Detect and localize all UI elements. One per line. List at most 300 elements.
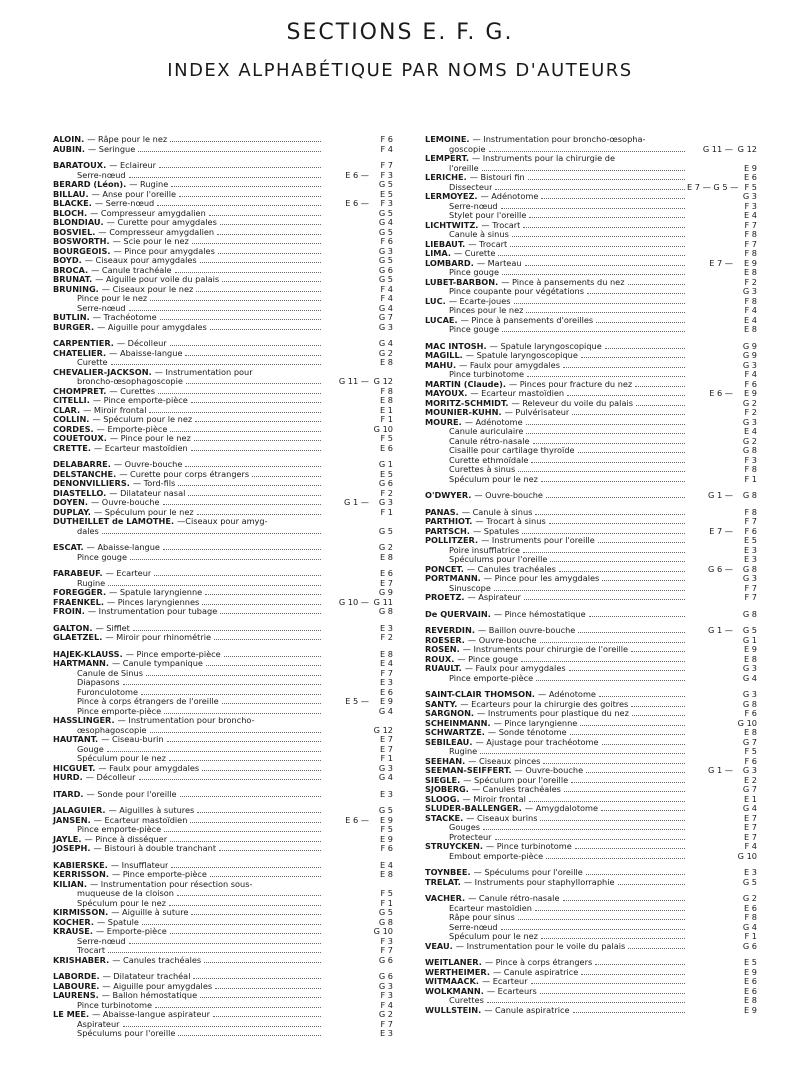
instrument-text: Serre-nœud [449,922,498,932]
instrument-text: — Emporte-pièce [95,927,167,936]
index-entry [425,297,757,307]
instrument-text: — Aiguille pour amygdales [102,981,213,991]
author-name: AUBIN. [53,143,85,154]
index-entry [53,517,393,527]
index-entry [425,456,757,466]
reference-code: F 7 [380,160,393,170]
index-entry [425,738,757,748]
instrument-text: — Ciseau-burin [101,735,164,744]
reference-code: G 2 [742,893,757,903]
reference-code: E 1 [380,404,393,415]
index-entry [425,240,757,250]
instrument-text: — Spéculum pour le nez [93,507,194,517]
dot-leader [175,272,321,273]
reference-code: F 6 [744,755,757,766]
instrument-text: Pince pour le nez [77,294,148,303]
instrument-text: — Sonde ténotome [487,728,567,737]
dot-leader [546,858,685,859]
dot-leader [158,393,321,394]
instrument-text: — Faulx pour amygdales [464,664,566,673]
author-name: WOLKMANN. [425,985,484,996]
dot-leader [210,876,321,877]
instrument-text: Furonculotome [77,687,139,697]
instrument-text: œsophagoscopie [77,725,147,735]
author-name: JOSEPH. [53,843,91,853]
index-entry [53,790,393,800]
instrument-text: — Ecarteurs pour la chirurgie des goitres [460,699,629,709]
dot-leader [195,421,321,422]
reference-code: F 1 [380,414,393,424]
index-entry [425,1006,757,1016]
instrument-text: — Abaisse-langue [109,348,183,358]
dot-leader [559,571,685,572]
reference-range-start: E 6 — [345,198,369,208]
author-name: LERMOYEZ. [425,191,478,201]
instrument-text: — Ouvre-bouche [467,635,537,645]
reference-code: E 6 [380,442,393,453]
index-entry [425,913,757,923]
instrument-text: Râpe pour sinus [449,913,515,922]
instrument-text: — Ecarte-joues [448,296,511,306]
dot-leader [206,665,321,666]
reference-code: G 12 [373,376,393,386]
author-name: LABOURE. [53,980,100,991]
instrument-text: — Pince à corps étrangers [484,958,593,967]
author-name: HARTMANN. [53,658,110,668]
index-entry [53,889,393,899]
reference-code: E 7 [380,734,393,744]
dot-leader [190,822,321,823]
instrument-text: Pince gouge [77,552,127,562]
reference-code: G 8 [378,606,393,616]
reference-code: F 6 [744,378,757,389]
reference-code: G 5 [378,207,393,218]
author-name: SIEGLE. [425,774,461,785]
index-entry [425,747,757,757]
author-name: HASSLINGER. [53,715,115,725]
instrument-text: — Trocart [468,239,508,249]
reference-code: F 8 [744,295,757,306]
index-entry [53,489,393,499]
dot-leader [220,224,321,225]
author-name: MORITZ-SCHMIDT. [425,397,509,408]
reference-code: F 8 [380,385,393,396]
dot-leader [180,796,321,797]
instrument-text: — Pulvérisateur [504,408,570,417]
author-name: LUBET-BARBON. [425,276,499,287]
instrument-text: — Pince à disséquer [84,834,168,844]
dot-leader [193,978,321,979]
reference-code: G 5 [378,226,393,237]
author-name: CHATELIER. [53,347,107,358]
index-entry [425,342,757,352]
author-name: COUETOUX. [53,433,107,443]
instrument-text: — Spéculums pour l'oreille [473,868,583,877]
dot-leader [159,167,321,168]
instrument-text: Protecteur [449,832,492,842]
reference-code: G 4 [378,338,393,348]
index-entry [425,878,757,888]
author-name: BLACKE. [53,198,92,208]
dot-leader [526,433,685,434]
author-name: FROIN. [53,606,85,616]
dot-leader [214,639,321,640]
instrument-text: — Dilatateur trachéal [102,972,191,981]
index-entry [425,776,757,786]
dot-leader [205,594,321,595]
reference-code: F 8 [744,506,757,517]
reference-code: G 2 [378,347,393,358]
reference-code: E 3 [744,544,757,555]
author-name: SEEMAN-SEIFFERT. [425,765,512,775]
reference-code: E 2 [744,774,757,785]
instrument-text: — Compresseur amygdalien [90,208,206,218]
instrument-text: — Sonde pour l'oreille [86,789,177,799]
instrument-text: — Abaisse-langue aspirateur [92,1010,210,1019]
index-entry [425,610,757,620]
dot-leader [525,265,685,266]
author-name: COLLIN. [53,414,90,424]
dot-leader [482,170,685,171]
instrument-text: — Abaisse-langue [86,543,160,552]
dot-leader [502,274,685,275]
instrument-text: — Miroir frontal [83,405,147,415]
reference-code: E 8 [744,653,757,664]
reference-code: F 2 [744,407,757,417]
reference-code: F 8 [744,464,757,474]
dot-leader [218,253,321,254]
dot-leader [543,763,685,764]
dot-leader [224,656,321,657]
author-name: ESCAT. [53,542,84,552]
index-entry [53,218,393,228]
reference-code: F 6 [744,525,757,536]
reference-code: G 2 [742,397,757,408]
index-entry [53,209,393,219]
dot-leader [171,867,321,868]
dot-leader [546,497,685,498]
dot-leader [154,575,321,576]
reference-range-start: E 6 — [345,169,369,180]
dot-leader [177,895,321,896]
index-entry [425,418,757,428]
index-entry [53,659,393,669]
instrument-text: — Décolleur [116,339,167,348]
reference-code: F 7 [744,516,757,526]
dot-leader [141,694,321,695]
reference-range-start: G 11 — [702,143,733,154]
dot-leader [197,812,321,813]
index-entry [53,190,393,200]
instrument-text: Serre-nœud [449,201,498,211]
reference-code: F 3 [380,169,393,180]
index-entry [425,249,757,259]
author-name: PARTSCH. [425,525,470,536]
instrument-text: — Releveur du voile du palais [511,398,634,408]
author-name: LEMOINE. [425,134,470,144]
author-name: FRAENKEL. [53,596,104,607]
author-name: SEBILEAU. [425,736,473,747]
dot-leader [185,355,321,356]
author-name: BLONDIAU. [53,217,104,227]
dot-leader [142,924,321,925]
reference-code: G 4 [742,672,757,683]
section-gap [425,861,757,868]
author-name: LEMPERT. [425,153,469,163]
reference-code: G 5 [378,274,393,284]
dot-leader [495,189,685,190]
instrument-text: Spéculum pour le nez [77,898,166,908]
dot-leader [631,651,685,652]
reference-code: G 5 [742,625,757,635]
index-entry [53,543,393,553]
dot-leader [222,703,321,704]
author-name: O'DWYER. [425,490,472,500]
dot-leader [480,753,685,754]
index-entry [53,247,393,257]
dot-leader [581,357,685,358]
reference-code: G 3 [378,980,393,991]
index-entry [425,536,757,546]
section-gap [53,617,393,624]
instrument-text: — Ecarteur mastoïdien [470,389,565,398]
instrument-text: Spéculum pour le nez [449,474,538,484]
reference-code: G 6 [378,971,393,981]
dot-leader [157,205,321,206]
reference-range-start: G 10 — [338,596,369,607]
instrument-text: — Adénotome [538,690,596,699]
dot-leader [599,696,685,697]
reference-code: E 3 [380,677,393,687]
dot-leader [130,559,321,560]
dot-leader [200,262,321,263]
instrument-text: Ecarteur mastoïdien [449,903,532,913]
instrument-text: — Spéculum pour l'oreille [463,775,569,785]
index-entry [425,491,757,501]
dot-leader [541,198,685,199]
reference-code: F 4 [380,283,393,294]
index-entry [425,766,757,776]
instrument-text: — Ecarteurs [486,986,537,996]
reference-code: G 12 [373,724,393,735]
dot-leader [494,590,685,591]
author-name: HAUTANT. [53,734,99,744]
instrument-text: — Ecarteur [481,977,528,986]
dot-leader [540,642,686,643]
reference-code: F 8 [744,912,757,922]
index-entry [53,135,393,145]
dot-leader [111,364,321,365]
instrument-text: Pince à corps étrangers de l'oreille [77,697,219,706]
author-name: BILLAU. [53,188,89,199]
index-entry [425,987,757,997]
author-name: SCHWARTZE. [425,727,485,737]
reference-code: G 9 [742,340,757,351]
index-entry [425,465,757,475]
instrument-text: — Bistouri à double tranchant [93,844,217,853]
reference-range-start: G 1 — [708,765,733,775]
reference-code: G 3 [742,416,757,427]
dot-leader [138,151,321,152]
reference-code: G 12 [737,143,757,154]
reference-code: G 2 [742,435,757,446]
instrument-text: — Pince emporte-pièce [92,396,188,405]
dot-leader [202,770,321,771]
dot-leader [563,900,686,901]
author-name: WULLSTEIN. [425,1004,482,1015]
dot-leader [163,504,321,505]
index-entry [425,278,757,288]
reference-code: G 1 [742,634,757,645]
author-name: KILIAN. [53,878,87,889]
instrument-text: Sinuscope [449,583,491,593]
dot-leader [167,741,321,742]
index-entry [53,927,393,937]
author-name: KRISHABER. [53,954,110,965]
dot-leader [526,312,685,313]
author-name: FOREGGER. [53,587,107,597]
index-entry [53,908,393,918]
author-name: VEAU. [425,940,453,951]
dot-leader [636,405,685,406]
reference-code: F 3 [380,990,393,1000]
author-name: ROESER. [425,634,465,645]
dot-leader [204,962,321,963]
reference-code: G 4 [378,217,393,227]
instrument-text: Dissecteur [449,182,493,192]
instrument-text: — Spatules [472,526,520,536]
dot-leader [578,632,685,633]
author-name: BOSVIEL. [53,226,96,237]
dot-leader [540,820,685,821]
dot-leader [596,322,685,323]
author-name: MAGILL. [425,350,463,360]
reference-code: E 5 [744,535,757,545]
reference-range-start: E 7 — [709,257,733,268]
index-entry [53,145,393,155]
instrument-text: broncho-œsophagoscopie [77,377,183,386]
index-entry [425,904,757,914]
instrument-text: — Trocart à sinus [475,517,546,526]
reference-code: E 7 [744,831,757,842]
reference-range-start: G 1 — [708,490,733,500]
dot-leader [602,580,685,581]
author-name: DELABARRE. [53,459,111,469]
instrument-text: — Pince turbinotome [485,842,572,851]
section-gap [53,965,393,972]
reference-code: E 9 [744,257,757,268]
instrument-text: goscopie [449,144,486,154]
dot-leader [191,402,321,403]
index-entry [425,823,757,833]
index-entry [53,972,393,982]
dot-leader [179,196,321,197]
reference-code: E 7 [744,812,757,823]
author-name: LICHTWITZ. [425,219,479,230]
reference-code: E 3 [744,867,757,877]
author-name: BRUNAT. [53,274,93,284]
index-entry [53,1020,393,1030]
index-entry [53,764,393,774]
index-entry [425,546,757,556]
reference-code: E 8 [380,551,393,562]
instrument-text: — Miroir frontal [462,794,526,804]
index-entry [425,202,757,212]
section-gap [425,501,757,508]
dot-leader [489,151,686,152]
dot-leader [171,186,321,187]
instrument-text: — Adénotome [480,192,539,201]
index-entry [425,306,757,316]
instrument-text: Poire insufflatrice [449,545,520,555]
instrument-text: — Pince emporte-pièce [125,649,221,659]
instrument-text: — Baillon ouvre-bouche [477,626,576,635]
reference-code: E 5 [380,188,393,199]
reference-code: E 9 [380,814,393,825]
index-column-left [53,135,393,1039]
index-entry [425,700,757,710]
reference-code: E 4 [744,314,757,325]
reference-code: E 8 [744,727,757,737]
author-name: SLUDER-BALLENGER. [425,803,522,813]
index-entry [425,361,757,371]
reference-code: G 9 [378,587,393,597]
reference-code: E 8 [380,395,393,405]
reference-code: G 6 [378,954,393,965]
index-entry [53,773,393,783]
index-entry [53,669,393,679]
instrument-text: — Tord-fils [132,479,176,488]
instrument-text: — Eclaireur [109,161,157,170]
index-entry [53,161,393,171]
instrument-text: — Canules trachéales [471,785,561,794]
reference-code: F 1 [380,506,393,517]
dot-leader [526,424,685,425]
instrument-text: — Pince à pansements du nez [501,277,625,287]
instrument-text: — Insufflateur [110,860,169,870]
instrument-text: — Curette pour corps étrangers [119,469,250,479]
dot-leader [196,291,321,292]
reference-code: F 4 [744,369,757,379]
dot-leader [178,485,321,486]
dot-leader [102,533,321,534]
index-entry [53,816,393,826]
instrument-text: Canule à sinus [449,230,509,239]
dot-leader [107,751,321,752]
author-name: MOUNIER-KUHN. [425,407,502,417]
author-name: CHEVALIER-JACKSON. [53,366,152,377]
reference-range-start: E 6 — [709,388,733,398]
index-entry [53,415,393,425]
reference-code: G 7 [742,736,757,747]
instrument-text: Pince emporte-pièce [449,673,534,683]
dot-leader [170,345,321,346]
author-name: PANAS. [425,506,459,517]
dot-leader [191,450,321,451]
index-entry [53,396,393,406]
instrument-text: — Ballon hémostatique [101,991,198,1000]
instrument-text: — Ouvre-bouche [474,491,543,500]
reference-code: F 5 [380,888,393,898]
author-name: MARTIN (Claude). [425,378,506,389]
reference-code: E 5 [744,957,757,967]
reference-code: E 9 [744,388,757,398]
dot-leader [220,613,321,614]
index-entry [425,351,757,361]
dot-leader [108,585,321,586]
reference-code: E 3 [380,1028,393,1038]
dot-leader [188,495,321,496]
